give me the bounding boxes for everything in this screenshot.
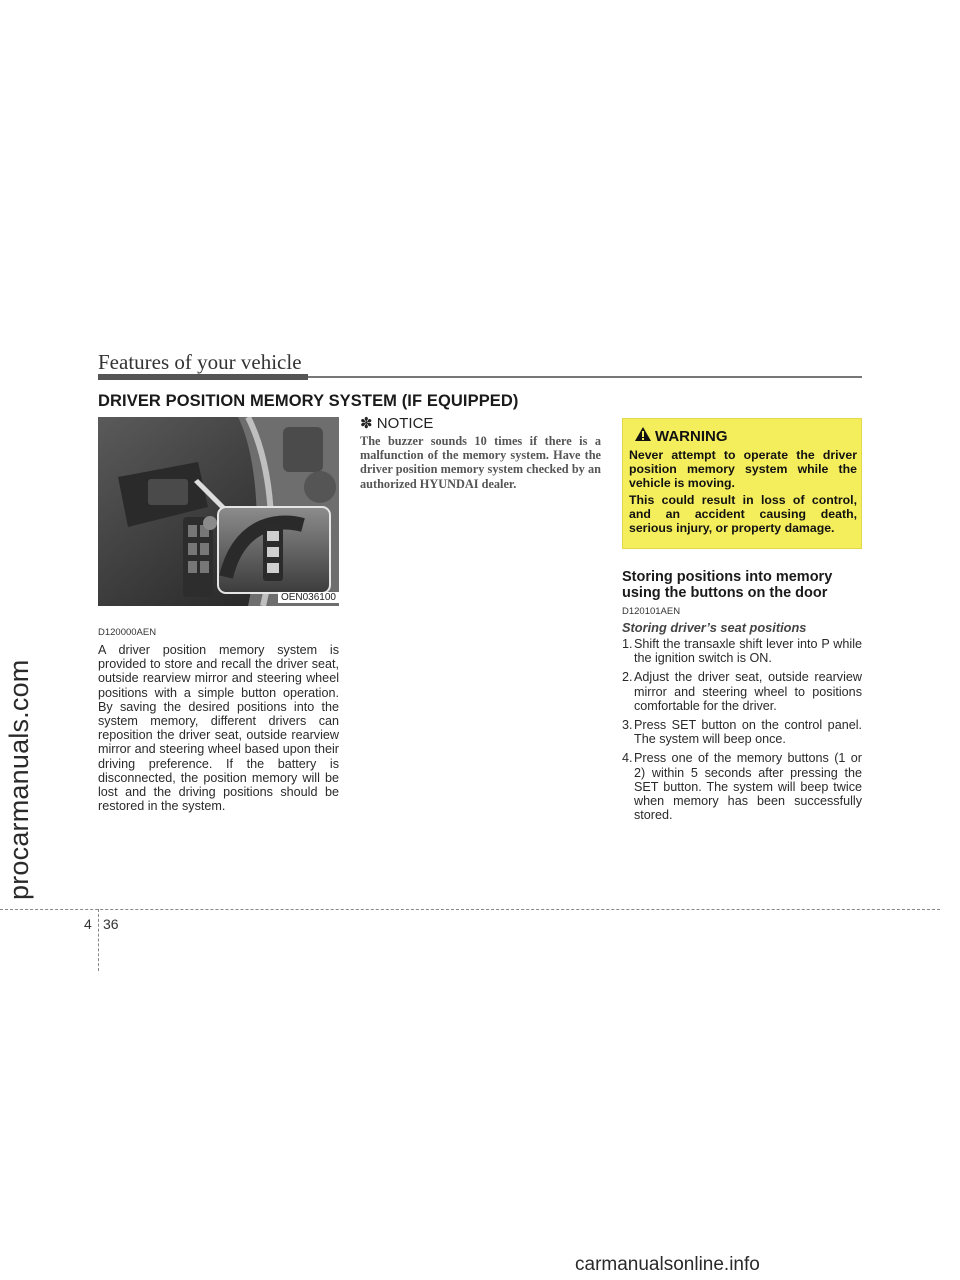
- footer-vertical-divider: [98, 909, 99, 971]
- header-rule-thin: [308, 376, 862, 378]
- photo-caption-text: OEN036100: [278, 592, 339, 603]
- step-text: Adjust the driver seat, outside rearview mirror and steering wheel to positions comfortable for the driver.: [634, 670, 862, 713]
- door-panel-photo: [98, 417, 339, 606]
- list-item: [622, 637, 862, 665]
- step-text: Shift the transaxle shift lever into P while the ignition switch is ON.: [634, 637, 862, 666]
- bottom-watermark: carmanualsonline.info: [575, 1254, 760, 1275]
- notice-text: The buzzer sounds 10 times if there is a malfunction of the memory system. Have the driver position memory system checked by an authorized HYUNDAI dealer.: [360, 434, 601, 491]
- storing-steps-list: [622, 637, 862, 827]
- footer-page-number: 36: [103, 916, 119, 932]
- list-item: [622, 751, 862, 822]
- header-rule-thick: [98, 374, 308, 380]
- warning-text-1: Never attempt to operate the driver position memory system while the vehicle is moving.: [629, 448, 857, 490]
- chapter-header-title: Features of your vehicle: [98, 350, 302, 374]
- step-text: Press one of the memory buttons (1 or 2) within 5 seconds after pressing the SET button. The system will beep twice when memory has been successfully stored.: [634, 751, 862, 823]
- footer-divider: [0, 909, 940, 910]
- side-watermark: procarmanuals.com: [4, 659, 34, 900]
- step-text: Press SET button on the control panel. The system will beep once.: [634, 718, 862, 747]
- photo-caption: [98, 592, 339, 606]
- notice-heading: [360, 414, 433, 432]
- warning-triangle-icon: [634, 426, 652, 442]
- list-item: [622, 718, 862, 746]
- intro-block: [98, 627, 339, 813]
- storing-title: Storing positions into memory using the buttons on the door: [622, 569, 833, 601]
- footer-chapter-number: 4: [84, 916, 92, 932]
- section-title: DRIVER POSITION MEMORY SYSTEM (IF EQUIPPED): [98, 392, 519, 410]
- notice-title: NOTICE: [376, 415, 434, 432]
- list-item: [622, 670, 862, 713]
- storing-code: D120101AEN: [622, 606, 681, 617]
- warning-text-2: This could result in loss of control, and an accident causing death, serious injury, or property damage.: [629, 493, 857, 535]
- step-number: 3.: [622, 718, 633, 733]
- step-number: 1.: [622, 637, 633, 651]
- warning-title: WARNING: [655, 428, 728, 445]
- notice-symbol-icon: ✽: [360, 415, 373, 432]
- step-number: 4.: [622, 751, 633, 766]
- storing-subtitle: Storing driver’s seat positions: [622, 620, 807, 635]
- door-panel-illustration: [98, 417, 339, 606]
- step-number: 2.: [622, 670, 633, 685]
- intro-code: D120000AEN: [98, 627, 157, 638]
- intro-paragraph: A driver position memory system is provided to store and recall the driver seat, outside rearview mirror and steering wheel positions with a simple button operation. By saving the desired positions into the system memory, different drivers can reposition the driver seat, outside rearview mirror and steering wheel based upon their driving preference. If the battery is disconnected, the position memory will be lost and the driving positions should be restored in the system.: [98, 643, 339, 814]
